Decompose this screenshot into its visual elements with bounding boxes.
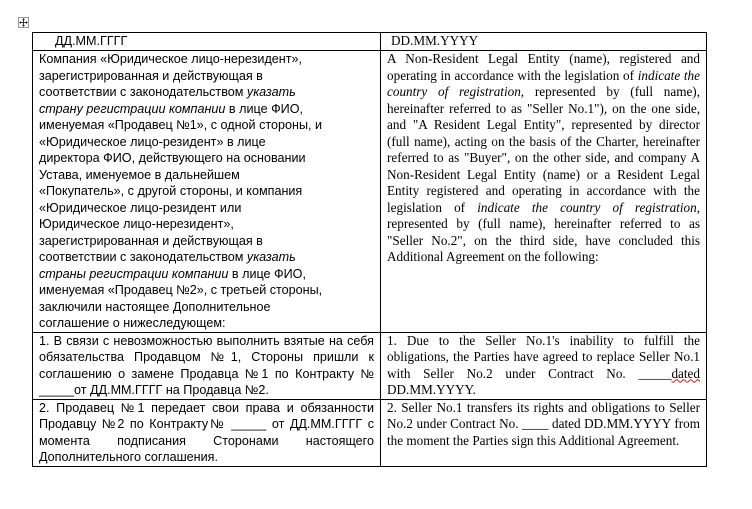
ru-preamble-line bbox=[39, 282, 374, 299]
ru-preamble-line bbox=[39, 167, 374, 184]
ru-preamble-segment: соглашение о нижеследующем: bbox=[39, 316, 226, 330]
en-clause-1-part-a: 1. Due to the Seller No.1's inability to fulfill the obligations, the Parties have agreed to replace Seller No.1 with Seller No.2 under Contract No. _____ bbox=[387, 332, 700, 381]
ru-preamble-line bbox=[39, 51, 374, 68]
en-preamble-text bbox=[387, 51, 700, 266]
ru-preamble-segment: Юридическое лицо-нерезидент», bbox=[39, 217, 234, 231]
ru-preamble-line bbox=[39, 299, 374, 316]
en-clause-2-cell[interactable] bbox=[381, 399, 707, 466]
ru-preamble-italic: страны регистрации компании bbox=[39, 266, 229, 281]
ru-preamble-segment: «Покупатель», с другой стороны, и компания bbox=[39, 184, 303, 198]
en-preamble-part-2: represented by (full name), hereinafter referred to as "Seller No.1"), on the one side, and "A Resident Legal Entity", represented by director (full name), acting on the basis of the Charter, hereinafter referred to as "Buyer", on the other side, and company A Non-Resident Legal Entity (name) or a Resident Legal Entity registered and operating in accordance with the legislation of bbox=[387, 84, 700, 215]
en-clause-1-cell[interactable] bbox=[381, 332, 707, 399]
ru-preamble-line bbox=[39, 101, 374, 118]
clause-1-row bbox=[33, 332, 707, 399]
ru-preamble-italic: страну регистрации компании bbox=[39, 101, 226, 116]
ru-preamble-segment: в лице ФИО, bbox=[228, 266, 306, 281]
ru-preamble-line bbox=[39, 249, 374, 266]
agreement-table bbox=[32, 32, 707, 467]
ru-preamble-italic: указать bbox=[246, 85, 296, 99]
ru-clause-2-text: 2. Продавец №1 передает свои права и обязанности Продавцу №2 по Контракту№ _____ от ДД.ММ.ГГГГ с момента подписания Сторонами настоящего Дополнительного соглашения. bbox=[39, 400, 374, 464]
ru-preamble-segment: соответствии с законодательством bbox=[39, 250, 247, 264]
ru-preamble-line bbox=[39, 134, 374, 151]
ru-clause-2-cell[interactable] bbox=[33, 399, 381, 466]
ru-preamble-line bbox=[39, 84, 374, 101]
en-date-cell[interactable] bbox=[381, 33, 707, 51]
en-date: DD.MM.YYYY bbox=[391, 33, 479, 48]
ru-preamble-line bbox=[39, 68, 374, 85]
spellcheck-flag-dated: dated bbox=[671, 365, 700, 381]
ru-preamble-segment: в лице ФИО, bbox=[225, 101, 303, 116]
ru-preamble-segment: зарегистрированная и действующая в bbox=[39, 68, 263, 83]
ru-preamble-segment: именуемая «Продавец №2», с третьей стороны, bbox=[39, 283, 323, 297]
en-clause-1-part-b: DD.MM.YYYY. bbox=[387, 382, 476, 397]
ru-preamble-line bbox=[39, 117, 374, 134]
ru-clause-1-cell[interactable] bbox=[33, 332, 381, 399]
en-preamble-cell[interactable] bbox=[381, 51, 707, 333]
en-preamble-italic-2: indicate the country of registration, bbox=[477, 199, 700, 215]
ru-preamble-cell[interactable] bbox=[33, 51, 381, 333]
preamble-row bbox=[33, 51, 707, 333]
ru-preamble-line bbox=[39, 200, 374, 217]
ru-date-cell[interactable] bbox=[33, 33, 381, 51]
ru-preamble-segment: Компания «Юридическое лицо-нерезидент», bbox=[39, 52, 303, 66]
en-preamble-italic-1: indicate the country of registration, bbox=[387, 67, 701, 99]
ru-preamble-segment: заключили настоящее Дополнительное bbox=[39, 299, 271, 314]
ru-preamble-line bbox=[39, 233, 374, 250]
clause-2-row bbox=[33, 399, 707, 466]
ru-preamble-line bbox=[39, 216, 374, 233]
ru-preamble-segment: Устава, именуемое в дальнейшем bbox=[39, 167, 240, 182]
ru-preamble-text bbox=[39, 51, 374, 332]
table-move-handle-icon[interactable] bbox=[18, 17, 29, 28]
ru-date: ДД.ММ.ГГГГ bbox=[55, 34, 128, 48]
ru-preamble-line bbox=[39, 150, 374, 167]
en-clause-1-text bbox=[387, 333, 700, 399]
en-preamble-part-1: A Non-Resident Legal Entity (name), registered and operating in accordance with the legislation of bbox=[387, 51, 700, 83]
ru-preamble-segment: зарегистрированная и действующая в bbox=[39, 233, 263, 248]
ru-preamble-line bbox=[39, 183, 374, 200]
ru-preamble-segment: «Юридическое лицо-резидент или bbox=[39, 200, 242, 215]
ru-preamble-line bbox=[39, 315, 374, 332]
ru-preamble-segment: директора ФИО, действующего на основании bbox=[39, 151, 306, 165]
ru-preamble-segment: соответствии с законодательством bbox=[39, 85, 247, 99]
ru-preamble-line bbox=[39, 266, 374, 283]
ru-preamble-segment: именуемая «Продавец №1», с одной стороны, и bbox=[39, 118, 323, 132]
ru-clause-1-text: 1. В связи с невозможностью выполнить взятые на себя обязательства Продавцом №1, Стороны пришли к соглашению о замене Продавца №1 по Контракту № _____от ДД.ММ.ГГГГ на Продавца №2. bbox=[39, 333, 374, 397]
ru-preamble-segment: «Юридическое лицо-резидент» в лице bbox=[39, 134, 266, 149]
en-clause-2-text: 2. Seller No.1 transfers its rights and obligations to Seller No.2 under Contract No. ____ dated DD.MM.YYYY from the moment the Parties sign this Additional Agreement. bbox=[387, 399, 700, 448]
en-preamble-part-3: represented by (full name), hereinafter referred to as "Seller No.2", on the third side, have concluded this Additional Agreement on the following: bbox=[387, 216, 700, 264]
header-row bbox=[33, 33, 707, 51]
ru-preamble-italic: указать bbox=[246, 250, 296, 264]
